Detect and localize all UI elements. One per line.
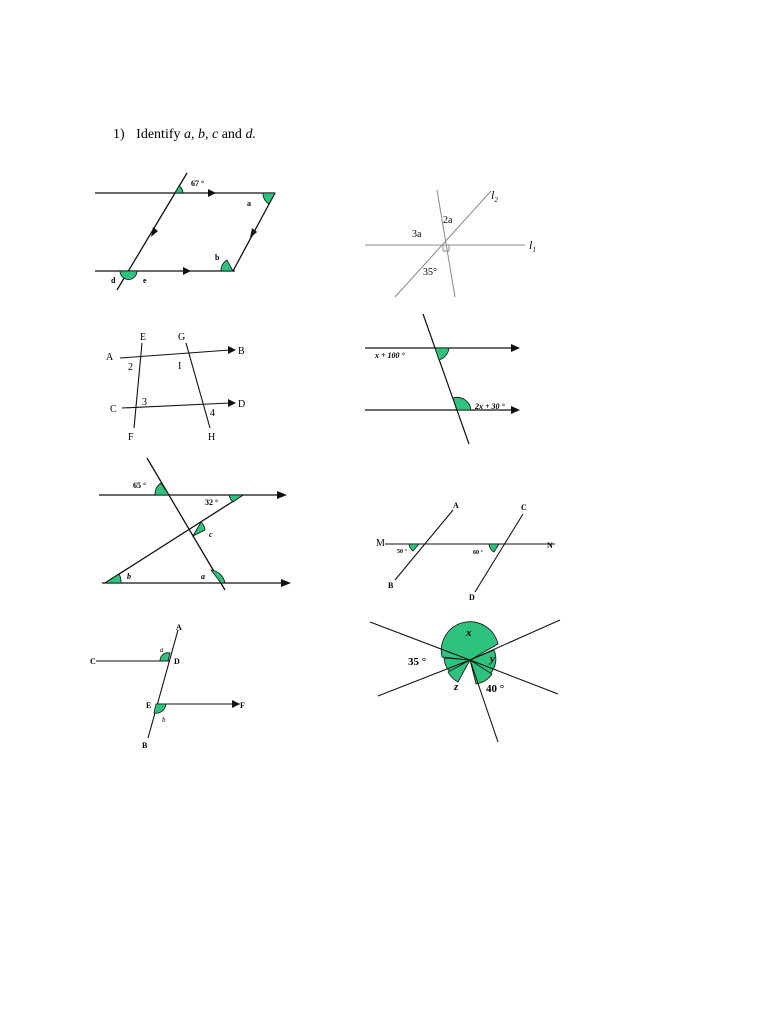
fig6-angle-60	[489, 544, 499, 552]
fig3-label-H: H	[208, 432, 216, 443]
fig4-label-upper: x + 100 °	[375, 351, 405, 360]
fig4-angle-upper	[435, 348, 449, 360]
fig5-arrow-upper	[277, 491, 287, 499]
fig6-label-B: B	[388, 581, 394, 590]
fig3-label-F: F	[128, 432, 134, 443]
fig7-arrow-F	[232, 700, 240, 708]
fig1-label-a: a	[247, 199, 251, 208]
fig7-angle-b	[154, 704, 166, 713]
fig6-label-A: A	[453, 501, 459, 510]
fig2-label-l1: $l_1$	[529, 238, 536, 254]
figure-3	[100, 328, 260, 448]
fig1-arrow-left	[151, 227, 158, 237]
fig5-label-a: a	[201, 572, 205, 581]
fig3-label-I: I	[178, 361, 182, 372]
var-b: b,	[198, 127, 209, 142]
fig1-angle-d	[120, 271, 137, 280]
var-c: c	[212, 127, 219, 142]
fig1-angle-a	[263, 193, 275, 204]
fig7-label-a: a	[160, 646, 164, 654]
fig8-label-40: 40 °	[486, 683, 505, 695]
fig3-label-G: G	[178, 332, 186, 343]
fig7-label-B: B	[142, 741, 148, 750]
fig7-label-b: b	[162, 716, 166, 724]
fig3-label-E: E	[140, 332, 147, 343]
fig2-label-l2: $l_2$	[491, 188, 498, 204]
fig8-label-z: z	[454, 681, 459, 693]
fig1-angle-b	[221, 260, 233, 271]
fig3-label-A: A	[106, 352, 114, 363]
fig6-label-M: M	[376, 538, 385, 549]
fig3-label-4: 4	[210, 408, 215, 419]
figure-7	[90, 620, 260, 755]
fig7-label-E: E	[146, 701, 152, 710]
fig1-label-67: 67 °	[191, 179, 205, 188]
figure-5	[97, 458, 297, 598]
fig8-label-35: 35 °	[408, 656, 427, 668]
fig6-label-60: 60 °	[473, 550, 483, 556]
var-d: d.	[245, 127, 256, 142]
fig8-label-x: x	[466, 627, 472, 639]
fig6-label-50: 50 °	[397, 549, 407, 555]
fig1-angle-67	[175, 186, 183, 193]
fig4-arrow-upper	[511, 344, 520, 352]
fig4-label-lower: 2x + 30 °	[475, 402, 505, 411]
fig3-arrow-D	[228, 399, 236, 407]
fig4-arrow-lower	[511, 406, 520, 414]
fig7-label-C: C	[90, 657, 96, 666]
var-a: a,	[184, 127, 195, 142]
fig2-label-2a: 2a	[443, 215, 453, 226]
fig6-label-C: C	[521, 503, 527, 512]
fig2-line-l2	[395, 191, 491, 297]
fig2-label-3a: 3a	[412, 229, 422, 240]
fig5-angle-a	[211, 570, 225, 583]
fig1-label-e: e	[143, 276, 147, 285]
fig1-arrow-bottom	[183, 267, 191, 275]
question-number: 1)	[113, 127, 125, 142]
fig3-arrow-B	[228, 346, 236, 354]
fig3-label-3: 3	[142, 397, 147, 408]
fig8-label-y: y	[490, 653, 495, 665]
figure-2	[365, 185, 565, 305]
fig5-label-b: b	[127, 572, 131, 581]
fig5-angle-c	[193, 522, 205, 536]
figure-4	[365, 312, 535, 452]
fig5-angle-32	[229, 495, 243, 502]
fig3-label-B: B	[238, 346, 245, 357]
and-word: and	[221, 127, 242, 142]
fig3-line-AB	[120, 350, 230, 358]
fig7-label-D: D	[174, 657, 180, 666]
fig4-transversal	[423, 314, 469, 444]
fig5-angle-65	[155, 483, 169, 495]
fig3-line-EF	[134, 343, 142, 428]
fig5-label-c: c	[209, 530, 213, 539]
fig2-perpendicular	[437, 190, 455, 297]
fig3-line-GH	[186, 343, 210, 428]
fig3-label-2: 2	[128, 362, 133, 373]
fig5-label-32: 32 °	[205, 498, 219, 507]
figure-8	[370, 612, 570, 752]
figure-6	[375, 498, 565, 608]
fig1-label-b: b	[215, 253, 220, 262]
figure-1	[95, 165, 300, 295]
fig3-label-C: C	[110, 404, 117, 415]
fig6-label-D: D	[469, 593, 475, 602]
fig5-angle-b	[105, 574, 121, 583]
fig1-arrow-top	[208, 189, 216, 197]
question-prefix: Identify	[136, 127, 181, 142]
fig6-label-N: N	[547, 541, 553, 550]
fig5-transversal-2	[105, 495, 243, 583]
fig3-label-D: D	[238, 399, 246, 410]
question-prompt	[113, 127, 256, 143]
fig6-angle-50	[409, 544, 419, 551]
fig7-label-F: F	[240, 701, 245, 710]
fig5-label-65: 65 °	[133, 481, 147, 490]
fig1-label-d: d	[111, 276, 116, 285]
fig2-label-35: 35°	[423, 267, 437, 278]
fig6-line-AB	[395, 510, 453, 580]
fig7-label-A: A	[176, 623, 182, 632]
fig5-arrow-lower	[281, 579, 291, 587]
